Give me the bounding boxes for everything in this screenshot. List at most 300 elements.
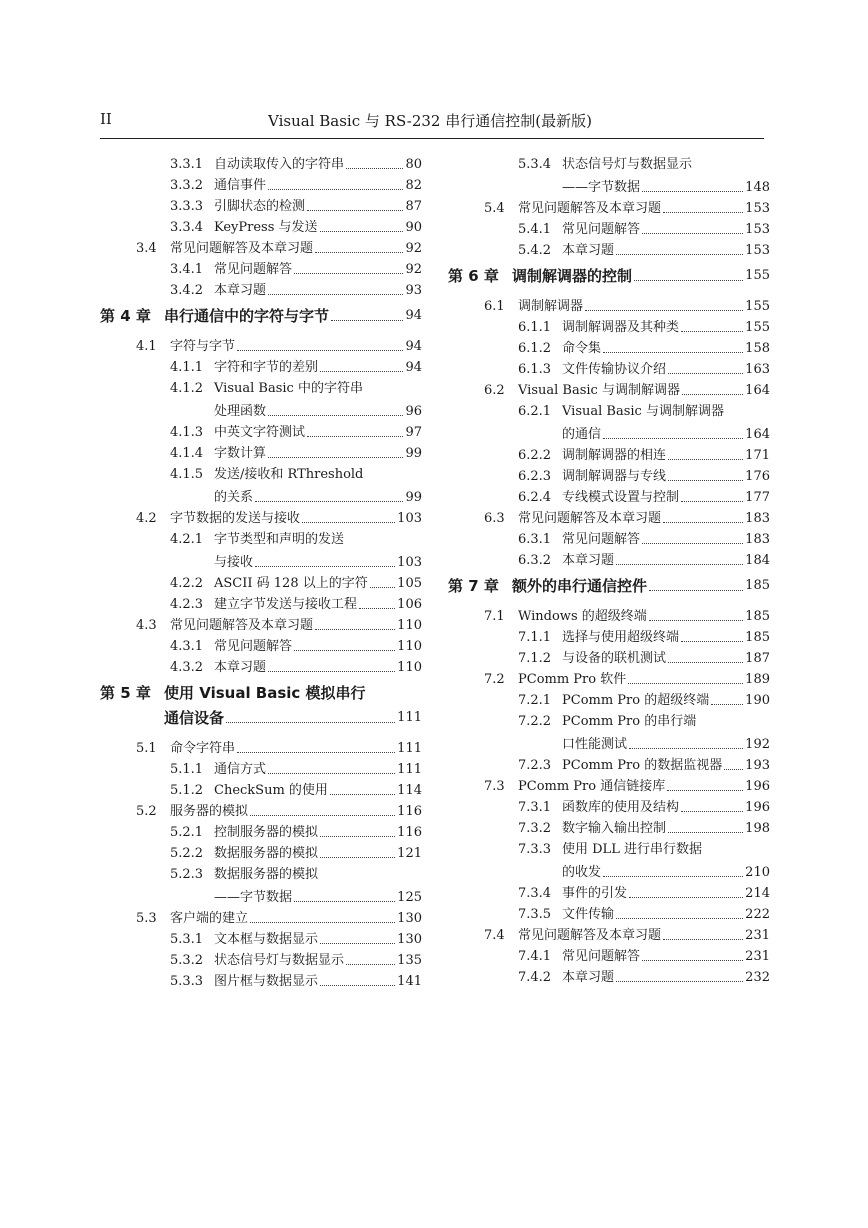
toc-entry[interactable]	[448, 201, 770, 217]
page-ref: 130	[397, 932, 422, 947]
leader-dots	[320, 836, 395, 837]
entry-number: 4.1.1	[170, 360, 204, 375]
toc-entry[interactable]	[100, 825, 422, 841]
entry-line	[170, 283, 422, 299]
leader-dots	[307, 436, 403, 437]
entry-number: 7.1.1	[518, 630, 552, 645]
toc-entry[interactable]	[448, 243, 770, 259]
page-ref: 210	[745, 865, 770, 880]
leader-dots	[649, 620, 743, 621]
toc-entry[interactable]	[448, 609, 770, 625]
entry-first-line	[518, 404, 770, 420]
entry-title: 字符和字节的差别	[214, 360, 319, 375]
entry-title: 建立字节发送与接收工程	[214, 597, 358, 612]
entry-line	[170, 576, 422, 592]
entry-first-line	[100, 684, 422, 702]
toc-entry[interactable]	[448, 949, 770, 965]
entry-number: 5.2.2	[170, 846, 204, 861]
toc-entry[interactable]	[100, 639, 422, 655]
toc-entry[interactable]	[100, 741, 422, 757]
entry-number: 6.2.3	[518, 469, 552, 484]
entry-number: 4.3.2	[170, 660, 204, 675]
entry-title: 数据服务器的模拟	[214, 846, 319, 861]
page-ref: 87	[405, 199, 422, 214]
toc-entry[interactable]	[100, 597, 422, 613]
leader-dots	[315, 629, 395, 630]
toc-entry[interactable]	[448, 469, 770, 485]
toc-entry[interactable]	[448, 222, 770, 238]
entry-line	[518, 490, 770, 506]
page-ref: 184	[745, 553, 770, 568]
entry-number: 7.3.2	[518, 821, 552, 836]
entry-number: 5.2.3	[170, 867, 204, 882]
toc-entry[interactable]	[448, 758, 770, 774]
leader-dots	[268, 189, 403, 190]
page-ref: 155	[745, 268, 770, 283]
entry-number: 5.3.2	[170, 953, 204, 968]
entry-title: 本章习题	[562, 243, 615, 258]
entry-last-line	[170, 490, 422, 506]
page-header	[100, 110, 760, 134]
entry-last-line	[518, 427, 770, 443]
entry-line	[136, 241, 422, 257]
leader-dots	[315, 252, 403, 253]
page-ref: 94	[405, 339, 422, 354]
toc-entry[interactable]	[100, 178, 422, 194]
leader-dots	[668, 662, 743, 663]
entry-line	[518, 651, 770, 667]
entry-line	[484, 511, 770, 527]
entry-title: 字节数据的发送与接收	[170, 511, 301, 526]
entry-title: 专线模式设置与控制	[562, 490, 680, 505]
entry-title: 常见问题解答及本章习题	[170, 618, 314, 633]
toc-entry[interactable]	[448, 299, 770, 315]
toc-entry[interactable]	[448, 362, 770, 378]
page-ref: 153	[745, 201, 770, 216]
entry-line	[484, 928, 770, 944]
entry-title: 数据服务器的模拟	[214, 867, 319, 882]
page-ref: 135	[397, 953, 422, 968]
entry-line	[170, 639, 422, 655]
entry-number: 6.3.2	[518, 553, 552, 568]
page-ref: 153	[745, 243, 770, 258]
entry-number: 5.1	[136, 741, 157, 756]
entry-line	[136, 804, 422, 820]
entry-number: 5.4.2	[518, 243, 552, 258]
entry-line	[136, 339, 422, 355]
page-ref: 164	[745, 427, 770, 442]
entry-number: 3.3.3	[170, 199, 204, 214]
entry-line	[484, 383, 770, 399]
entry-title: PComm Pro 的超级终端	[562, 693, 710, 708]
toc-entry[interactable]	[100, 953, 422, 969]
page-ref: 105	[397, 576, 422, 591]
entry-line	[170, 932, 422, 948]
toc-entry[interactable]	[448, 320, 770, 336]
leader-dots	[294, 273, 403, 274]
toc-entry[interactable]	[100, 846, 422, 862]
entry-line	[484, 779, 770, 795]
toc-entry[interactable]	[448, 448, 770, 464]
entry-title: 中英文字符测试	[214, 425, 306, 440]
leader-dots	[294, 901, 395, 902]
entry-title: Windows 的超级终端	[518, 609, 647, 624]
page-ref: 99	[405, 446, 422, 461]
toc-entry[interactable]	[448, 404, 770, 443]
leader-dots	[268, 671, 395, 672]
entry-number: 6.2.4	[518, 490, 552, 505]
leader-dots	[616, 918, 743, 919]
leader-dots	[649, 590, 743, 591]
leader-dots	[320, 985, 395, 986]
entry-number: 4.1.2	[170, 381, 204, 396]
page-ref: 125	[397, 890, 422, 905]
leader-dots	[711, 704, 743, 705]
entry-title: 使用 DLL 进行串行数据	[562, 842, 702, 857]
entry-title-continued: ——字节数据	[562, 180, 641, 195]
toc-entry[interactable]	[100, 220, 422, 236]
toc-entry[interactable]	[448, 490, 770, 506]
toc-entry[interactable]	[100, 157, 422, 173]
toc-entry[interactable]	[448, 672, 770, 688]
entry-number: 5.3.3	[170, 974, 204, 989]
entry-number: 5.1.1	[170, 762, 204, 777]
page-ref: 171	[745, 448, 770, 463]
leader-dots	[268, 457, 403, 458]
entry-number: 6.2	[484, 383, 505, 398]
entry-number: 第 4 章	[100, 307, 151, 325]
entry-first-line	[518, 157, 770, 173]
entry-number: 3.4.1	[170, 262, 204, 277]
leader-dots	[255, 501, 403, 502]
leader-dots	[268, 294, 403, 295]
page-ref: 198	[745, 821, 770, 836]
toc-entry[interactable]	[448, 886, 770, 902]
entry-title: 本章习题	[562, 970, 615, 985]
toc-entry[interactable]	[448, 511, 770, 527]
toc-entry[interactable]	[448, 630, 770, 646]
entry-number: 6.2.1	[518, 404, 552, 419]
page-ref: 114	[397, 783, 422, 798]
entry-line	[170, 157, 422, 173]
leader-dots	[724, 769, 743, 770]
leader-dots	[226, 722, 395, 723]
entry-number: 5.4.1	[518, 222, 552, 237]
entry-line	[170, 262, 422, 278]
entry-last-line	[170, 890, 422, 906]
leader-dots	[603, 438, 743, 439]
entry-title: 常见问题解答	[562, 532, 641, 547]
entry-title: 函数库的使用及结构	[562, 800, 680, 815]
leader-dots	[663, 522, 743, 523]
entry-first-line	[518, 714, 770, 730]
leader-dots	[237, 350, 403, 351]
entry-line	[170, 783, 422, 799]
entry-number: 5.3.1	[170, 932, 204, 947]
toc-entry[interactable]	[448, 714, 770, 753]
leader-dots	[629, 897, 743, 898]
header-rule	[100, 138, 764, 139]
entry-title: 调制解调器及其种类	[562, 320, 680, 335]
entry-title: 事件的引发	[562, 886, 628, 901]
entry-number: 7.4.1	[518, 949, 552, 964]
entry-number: 7.1.2	[518, 651, 552, 666]
leader-dots	[320, 371, 403, 372]
entry-number: 7.2.2	[518, 714, 552, 729]
toc-entry[interactable]	[100, 425, 422, 441]
page-ref: 183	[745, 511, 770, 526]
entry-line	[136, 911, 422, 927]
entry-title: 本章习题	[562, 553, 615, 568]
leader-dots	[603, 876, 743, 877]
entry-number: 4.2	[136, 511, 157, 526]
entry-title: 服务器的模拟	[170, 804, 249, 819]
toc-entry[interactable]	[100, 467, 422, 506]
entry-title: 调制解调器与专线	[562, 469, 667, 484]
leader-dots	[629, 748, 743, 749]
running-title: Visual Basic 与 RS-232 串行通信控制(最新版)	[268, 112, 592, 130]
entry-line	[170, 846, 422, 862]
leader-dots	[330, 794, 395, 795]
entry-line	[518, 553, 770, 569]
toc-right-column	[448, 152, 770, 991]
leader-dots	[642, 543, 743, 544]
page-ref: 110	[397, 660, 422, 675]
leader-dots	[682, 394, 743, 395]
leader-dots	[359, 608, 395, 609]
toc-entry[interactable]	[448, 821, 770, 837]
toc-entry[interactable]	[100, 932, 422, 948]
page-ref: 111	[397, 762, 422, 777]
entry-title: 与设备的联机测试	[562, 651, 667, 666]
page-ref: 177	[745, 490, 770, 505]
entry-title: PComm Pro 的串行端	[562, 714, 697, 729]
leader-dots	[250, 815, 395, 816]
leader-dots	[370, 587, 395, 588]
entry-line	[170, 199, 422, 215]
entry-number: 第 5 章	[100, 684, 151, 702]
entry-title: 字符与字节	[170, 339, 236, 354]
entry-number: 7.3.5	[518, 907, 552, 922]
entry-title: 常见问题解答及本章习题	[170, 241, 314, 256]
page-ref: 116	[397, 825, 422, 840]
entry-title: KeyPress 与发送	[214, 220, 318, 235]
entry-number: 3.3.2	[170, 178, 204, 193]
page-ref: 111	[397, 741, 422, 756]
entry-line	[518, 362, 770, 378]
page-ref: 103	[397, 555, 422, 570]
leader-dots	[634, 280, 743, 281]
entry-title-continued: 的关系	[214, 490, 254, 505]
entry-title: 选择与使用超级终端	[562, 630, 680, 645]
toc-entry[interactable]	[100, 660, 422, 676]
entry-title: 图片框与数据显示	[214, 974, 319, 989]
entry-title: ASCII 码 128 以上的字符	[214, 576, 368, 591]
entry-line	[518, 907, 770, 923]
page-ref: 155	[745, 299, 770, 314]
toc-entry[interactable]	[100, 867, 422, 906]
entry-title: 调制解调器的控制	[512, 267, 633, 285]
page-ref: 153	[745, 222, 770, 237]
page-ref: 158	[745, 341, 770, 356]
entry-number: 7.2.1	[518, 693, 552, 708]
toc-entry[interactable]	[448, 907, 770, 923]
entry-number: 5.1.2	[170, 783, 204, 798]
chapter-entry[interactable]	[100, 684, 422, 727]
leader-dots	[642, 191, 743, 192]
entry-number: 4.1.5	[170, 467, 204, 482]
leader-dots	[642, 960, 743, 961]
toc-entry[interactable]	[100, 511, 422, 527]
entry-number: 7.2	[484, 672, 505, 687]
entry-title: 本章习题	[214, 660, 267, 675]
leader-dots	[681, 641, 743, 642]
entry-title: 串行通信中的字符与字节	[164, 307, 330, 325]
leader-dots	[616, 981, 743, 982]
toc-left-column	[100, 152, 422, 995]
entry-title: 常见问题解答及本章习题	[518, 201, 662, 216]
entry-title: 常见问题解答及本章习题	[518, 511, 662, 526]
entry-line	[518, 320, 770, 336]
toc-entry[interactable]	[448, 532, 770, 548]
entry-line	[484, 672, 770, 688]
toc-entry[interactable]	[100, 532, 422, 571]
entry-title-continued: 口性能测试	[562, 737, 628, 752]
toc-entry[interactable]	[448, 928, 770, 944]
leader-dots	[320, 231, 404, 232]
page-ref: 90	[405, 220, 422, 235]
page-ref: 185	[745, 630, 770, 645]
entry-number: 6.1	[484, 299, 505, 314]
entry-title: 命令字符串	[170, 741, 236, 756]
leader-dots	[668, 373, 743, 374]
entry-number: 5.4	[484, 201, 505, 216]
toc-entry[interactable]	[448, 553, 770, 569]
toc-entry[interactable]	[100, 911, 422, 927]
toc-entry[interactable]	[100, 199, 422, 215]
toc-entry[interactable]	[100, 446, 422, 462]
entry-line	[170, 446, 422, 462]
page-ref: 163	[745, 362, 770, 377]
entry-number: 3.3.1	[170, 157, 204, 172]
page-ref: 192	[745, 737, 770, 752]
toc-entry[interactable]	[448, 842, 770, 881]
leader-dots	[628, 683, 743, 684]
toc-entry[interactable]	[100, 339, 422, 355]
toc-entry[interactable]	[448, 341, 770, 357]
toc-entry[interactable]	[448, 383, 770, 399]
toc-entry[interactable]	[100, 262, 422, 278]
chapter-entry[interactable]	[448, 267, 770, 285]
toc-entry[interactable]	[100, 360, 422, 376]
toc-entry[interactable]	[100, 762, 422, 778]
entry-number: 4.2.3	[170, 597, 204, 612]
entry-title: 数字输入输出控制	[562, 821, 667, 836]
leader-dots	[268, 415, 403, 416]
entry-title: 调制解调器	[518, 299, 584, 314]
entry-line	[518, 800, 770, 816]
page-ref: 94	[405, 360, 422, 375]
leader-dots	[268, 773, 395, 774]
toc-entry[interactable]	[448, 693, 770, 709]
page-ref: 130	[397, 911, 422, 926]
entry-title: 本章习题	[214, 283, 267, 298]
toc-entry[interactable]	[100, 618, 422, 634]
entry-line	[100, 307, 422, 325]
page-ref: 121	[397, 846, 422, 861]
entry-title: PComm Pro 的数据监视器	[562, 758, 723, 773]
entry-number: 3.4.2	[170, 283, 204, 298]
entry-number: 6.2.2	[518, 448, 552, 463]
toc-entry[interactable]	[100, 974, 422, 990]
entry-line	[518, 243, 770, 259]
page-ref: 189	[745, 672, 770, 687]
chapter-entry[interactable]	[448, 577, 770, 595]
entry-last-line	[518, 865, 770, 881]
entry-line	[170, 953, 422, 969]
entry-number: 5.2.1	[170, 825, 204, 840]
toc-entry[interactable]	[100, 576, 422, 592]
entry-first-line	[170, 867, 422, 883]
toc-entry[interactable]	[100, 241, 422, 257]
entry-number: 4.1.4	[170, 446, 204, 461]
toc-entry[interactable]	[448, 800, 770, 816]
page-ref: 185	[745, 578, 770, 593]
entry-first-line	[518, 842, 770, 858]
entry-number: 7.4.2	[518, 970, 552, 985]
toc-entry[interactable]	[448, 970, 770, 986]
entry-number: 第 6 章	[448, 267, 499, 285]
toc-entry[interactable]	[100, 783, 422, 799]
entry-line	[518, 949, 770, 965]
page-ref: 97	[405, 425, 422, 440]
entry-title: 命令集	[562, 341, 602, 356]
entry-line	[518, 693, 770, 709]
page-ref: 214	[745, 886, 770, 901]
entry-title: 字节类型和声明的发送	[214, 532, 345, 547]
entry-line	[170, 974, 422, 990]
leader-dots	[642, 233, 743, 234]
entry-line	[170, 360, 422, 376]
entry-line	[136, 741, 422, 757]
toc-entry[interactable]	[448, 651, 770, 667]
entry-first-line	[170, 381, 422, 397]
toc-entry[interactable]	[100, 804, 422, 820]
entry-number: 6.3	[484, 511, 505, 526]
leader-dots	[255, 566, 395, 567]
page-ref: 187	[745, 651, 770, 666]
leader-dots	[346, 168, 403, 169]
leader-dots	[320, 857, 395, 858]
toc-entry[interactable]	[448, 157, 770, 196]
entry-title: 额外的串行通信控件	[512, 577, 648, 595]
toc-entry[interactable]	[100, 283, 422, 299]
entry-line	[484, 201, 770, 217]
page-number: II	[100, 110, 112, 128]
page-ref: 103	[397, 511, 422, 526]
leader-dots	[668, 480, 743, 481]
entry-title: 发送/接收和 RThreshold	[214, 467, 364, 482]
entry-line	[170, 660, 422, 676]
entry-title: 客户端的建立	[170, 911, 249, 926]
entry-number: 4.1	[136, 339, 157, 354]
leader-dots	[668, 459, 743, 460]
chapter-entry[interactable]	[100, 307, 422, 325]
toc-entry[interactable]	[100, 381, 422, 420]
toc-entry[interactable]	[448, 779, 770, 795]
entry-title: 文本框与数据显示	[214, 932, 319, 947]
entry-title-continued: 的通信	[562, 427, 602, 442]
